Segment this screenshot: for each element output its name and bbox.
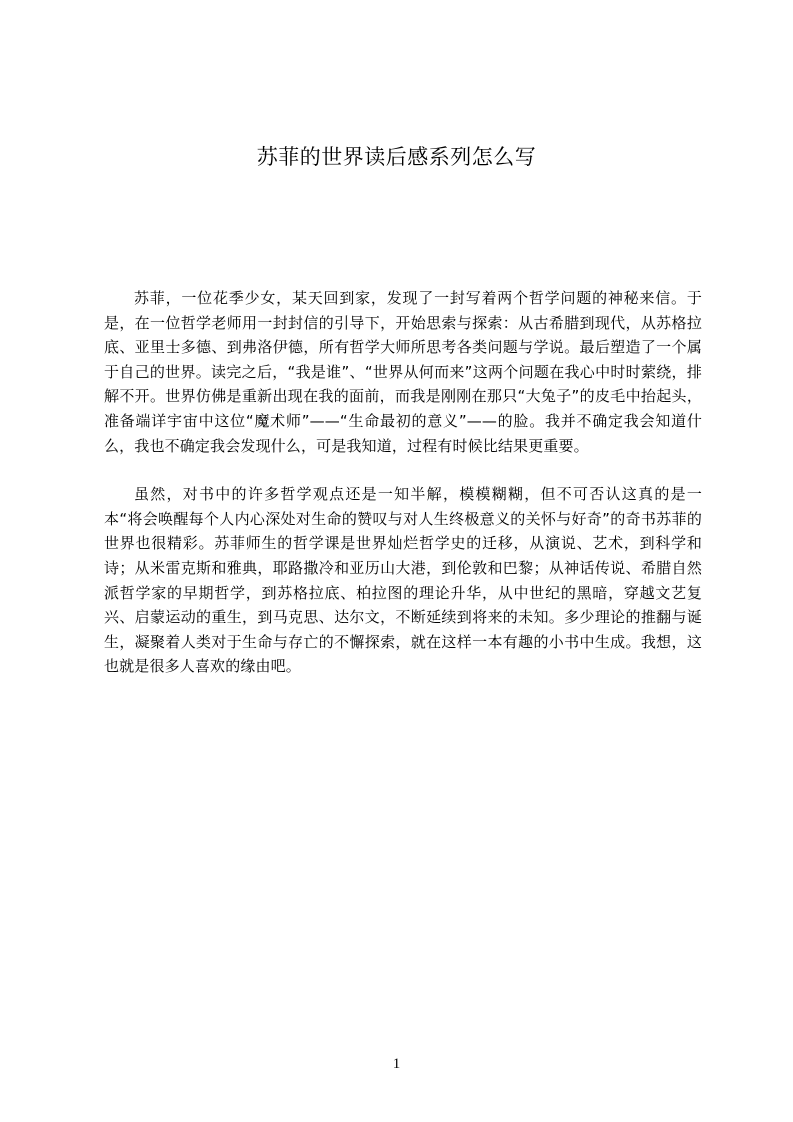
body-paragraph-1: 苏菲，一位花季少女，某天回到家，发现了一封写着两个哲学问题的神秘来信。于是，在一位哲学老师用一封封信的引导下，开始思索与探索：从古希腊到现代，从苏格拉底、亚里士多德、到弗洛伊德，所有哲学大师所思考各类问题与学说。最后塑造了一个属于自己的世界。读完之后，“我是谁”、“世界从何而来”这两个问题在我心中时时萦绕，排解不开。世界仿佛是重新出现在我的面前，而我是刚刚在那只“大兔子”的皮毛中抬起头，准备端详宇宙中这位“魔术师”——“生命最初的意义”——的脸。我并不确定我会知道什么，我也不确定我会发现什么，可是我知道，过程有时候比结果更重要。	[104, 289, 702, 455]
body-paragraph-2: 虽然，对书中的许多哲学观点还是一知半解，模模糊糊，但不可否认这真的是一本“将会唤醒每个人内心深处对生命的赞叹与对人生终极意义的关怀与好奇”的奇书苏菲的世界也很精彩。苏菲师生的哲学课是世界灿烂哲学史的迁移，从演说、艺术，到科学和诗；从米雷克斯和雅典，耶路撒冷和亚历山大港，到伦敦和巴黎；从神话传说、希腊自然派哲学家的早期哲学，到苏格拉底、柏拉图的理论升华，从中世纪的黑暗，穿越文艺复兴、启蒙运动的重生，到马克思、达尔文，不断延续到将来的未知。多少理论的推翻与诞生，凝聚着人类对于生命与存亡的不懈探索，就在这样一本有趣的小书中生成。我想，这也就是很多人喜欢的缘由吧。	[104, 485, 702, 676]
document-title: 苏菲的世界读后感系列怎么写	[256, 145, 537, 169]
document-body	[104, 286, 702, 679]
page-number: 1	[392, 1056, 401, 1072]
